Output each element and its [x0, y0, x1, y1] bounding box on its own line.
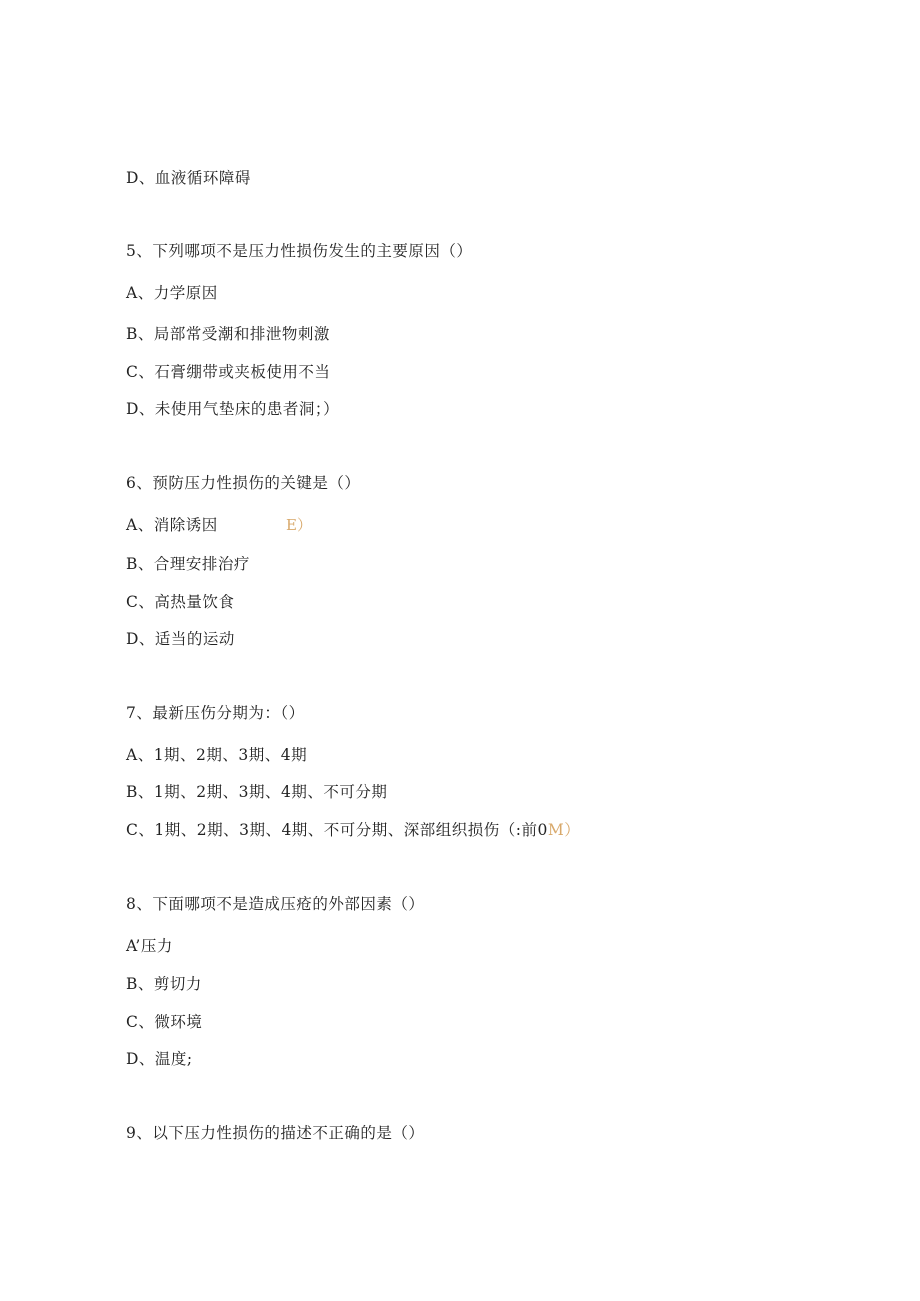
q6-answer-mark: E）: [286, 516, 312, 534]
q7-option-a: A、1期、2期、3期、4期: [126, 746, 308, 764]
q6-option-b: B、合理安排治疗: [126, 555, 250, 573]
q7-answer-mark: M）: [547, 821, 581, 839]
question-8: 8、下面哪项不是造成压疮的外部因素（）: [126, 895, 425, 913]
q5-option-b: B、局部常受潮和排泄物刺激: [126, 325, 330, 343]
q5-option-a: A、力学原因: [126, 284, 218, 302]
q7-option-c: [126, 820, 580, 840]
question-9: 9、以下压力性损伤的描述不正确的是（）: [126, 1124, 425, 1142]
question-7: 7、最新压伤分期为：（）: [126, 704, 305, 722]
q7-option-c-text: C、1期、2期、3期、4期、不可分期、深部组织损伤（:前0: [126, 821, 548, 839]
q8-option-a: A’压力: [126, 937, 173, 955]
q6-option-d: D、适当的运动: [126, 630, 235, 648]
q8-option-b: B、剪切力: [126, 975, 202, 993]
q4-option-d: D、血液循环障碍: [126, 169, 251, 187]
q7-option-b: B、1期、2期、3期、4期、不可分期: [126, 783, 388, 801]
q6-option-a: A、消除诱因: [126, 516, 218, 534]
q8-option-c: C、微环境: [126, 1013, 203, 1031]
question-5: 5、下列哪项不是压力性损伤发生的主要原因（）: [126, 242, 473, 260]
question-6: 6、预防压力性损伤的关键是（）: [126, 474, 361, 492]
q5-option-c: C、石膏绷带或夹板使用不当: [126, 363, 331, 381]
q6-option-c: C、高热量饮食: [126, 593, 235, 611]
q5-option-d: D、未使用气垫床的患者洞；）: [126, 400, 340, 418]
q8-option-d: D、温度;: [126, 1050, 193, 1068]
